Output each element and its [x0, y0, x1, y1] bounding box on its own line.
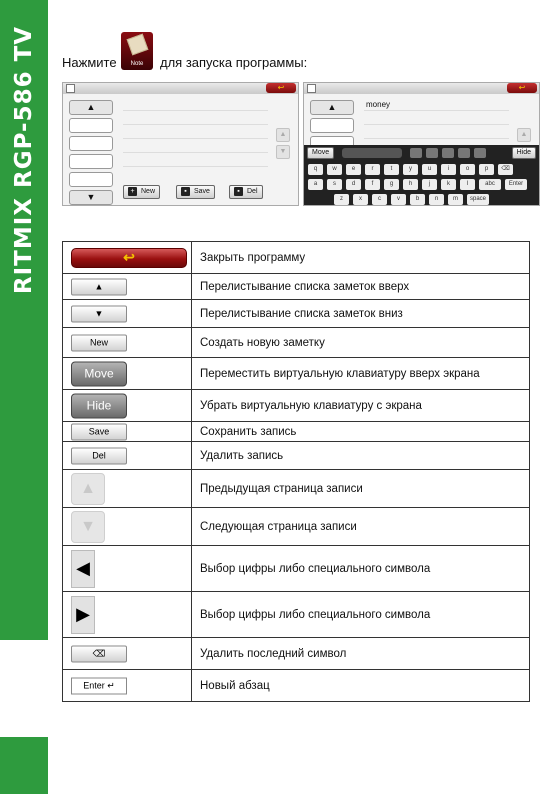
description-cell: Новый абзац: [192, 670, 530, 702]
screenshot-keyboard: [303, 82, 540, 206]
table-row: [63, 546, 530, 592]
icon-cell: [63, 422, 192, 442]
icon-cell: [63, 328, 192, 358]
icon-cell: [63, 242, 192, 274]
table-row: [63, 592, 530, 638]
table-row: [63, 442, 530, 470]
table-row: [63, 300, 530, 328]
symbol-key[interactable]: [474, 148, 486, 158]
icon-cell: [63, 442, 192, 470]
keyboard-key[interactable]: ⌫: [498, 164, 513, 175]
key-row-3: [334, 194, 535, 206]
keyboard-key[interactable]: e: [346, 164, 361, 175]
enter-icon[interactable]: Enter ↵: [71, 677, 127, 694]
screenshot-note-list: [62, 82, 299, 206]
keyboard-key[interactable]: o: [460, 164, 475, 175]
keyboard-key[interactable]: abc: [479, 179, 501, 190]
keyboard-key[interactable]: n: [429, 194, 444, 205]
keyboard-key[interactable]: g: [384, 179, 399, 190]
keyboard-key[interactable]: p: [479, 164, 494, 175]
keyboard-key[interactable]: d: [346, 179, 361, 190]
icon-cell: [63, 274, 192, 300]
note-lines: [364, 97, 509, 139]
keyboard-key[interactable]: w: [327, 164, 342, 175]
typed-text: money: [366, 100, 391, 109]
arrow-right-icon[interactable]: ▶: [71, 596, 95, 634]
table-row: [63, 508, 530, 546]
table-row: [63, 470, 530, 508]
note-card-icon: [127, 34, 149, 56]
keyboard-key[interactable]: b: [410, 194, 425, 205]
keyboard-key[interactable]: z: [334, 194, 349, 205]
keyboard-key[interactable]: q: [308, 164, 323, 175]
note-app-icon[interactable]: [121, 32, 153, 70]
save-icon[interactable]: Save: [71, 423, 127, 440]
arrow-left-icon[interactable]: ◀: [71, 550, 95, 588]
intro-text-after: для запуска программы:: [160, 55, 308, 70]
list-up-button[interactable]: ▲: [310, 100, 354, 115]
page-up-icon[interactable]: ▲: [71, 473, 105, 505]
move-button[interactable]: Move: [307, 147, 334, 159]
sidebar-footer-band: [0, 737, 48, 794]
note-slot[interactable]: [69, 118, 113, 133]
button-legend-table: [62, 241, 530, 702]
page-up-icon[interactable]: ▲: [276, 128, 290, 142]
backspace-icon[interactable]: ⌫: [71, 645, 127, 662]
description-cell: Выбор цифры либо специального символа: [192, 592, 530, 638]
table-row: [63, 670, 530, 702]
keyboard-key[interactable]: space: [467, 194, 489, 205]
icon-cell: [63, 300, 192, 328]
arrow-up-icon[interactable]: ▲: [71, 278, 127, 295]
keyboard-key[interactable]: u: [422, 164, 437, 175]
keyboard-key[interactable]: s: [327, 179, 342, 190]
plus-icon: +: [128, 187, 137, 196]
icon-cell: [63, 638, 192, 670]
table-row: [63, 328, 530, 358]
title-bar: [304, 83, 539, 94]
description-cell: Перелистывание списка заметок вниз: [192, 300, 530, 328]
description-cell: Следующая страница записи: [192, 508, 530, 546]
menu-icon[interactable]: [66, 84, 75, 93]
table-row: [63, 274, 530, 300]
page-up-icon[interactable]: ▲: [517, 128, 531, 142]
keyboard-key[interactable]: i: [441, 164, 456, 175]
del-button[interactable]: ▪ Del: [229, 185, 263, 199]
note-slot[interactable]: [69, 136, 113, 151]
keyboard-key[interactable]: r: [365, 164, 380, 175]
page-down-icon[interactable]: ▼: [71, 511, 105, 543]
icon-cell: [63, 470, 192, 508]
symbol-field: [342, 148, 402, 158]
note-slot[interactable]: [310, 118, 354, 133]
description-cell: Убрать виртуальную клавиатуру с экрана: [192, 390, 530, 422]
icon-cell: [63, 390, 192, 422]
keyboard-key[interactable]: a: [308, 179, 323, 190]
floppy-icon: ▪: [181, 187, 190, 196]
keyboard-key[interactable]: f: [365, 179, 380, 190]
symbol-key[interactable]: [458, 148, 470, 158]
table-row: [63, 422, 530, 442]
keyboard-key[interactable]: k: [441, 179, 456, 190]
icon-cell: [63, 670, 192, 702]
symbol-key[interactable]: [410, 148, 422, 158]
hide-button[interactable]: Hide: [512, 147, 536, 159]
keyboard-key[interactable]: v: [391, 194, 406, 205]
keyboard-key[interactable]: j: [422, 179, 437, 190]
table-row: [63, 242, 530, 274]
hide-icon[interactable]: Hide: [71, 393, 127, 418]
description-cell: Выбор цифры либо специального символа: [192, 546, 530, 592]
note-lines: [123, 97, 268, 167]
keyboard-key[interactable]: x: [353, 194, 368, 205]
note-app-label: Note: [130, 61, 144, 67]
new-button[interactable]: + New: [123, 185, 160, 199]
description-cell: Удалить последний символ: [192, 638, 530, 670]
table-row: [63, 390, 530, 422]
keyboard-key[interactable]: l: [460, 179, 475, 190]
close-button[interactable]: ↩: [266, 83, 296, 93]
keyboard-key[interactable]: y: [403, 164, 418, 175]
description-cell: Предыдущая страница записи: [192, 470, 530, 508]
intro-text-before: Нажмите: [62, 55, 117, 70]
keyboard-key[interactable]: c: [372, 194, 387, 205]
list-up-button[interactable]: ▲: [69, 100, 113, 115]
arrow-down-icon[interactable]: ▼: [71, 305, 127, 322]
icon-cell: [63, 546, 192, 592]
description-cell: Создать новую заметку: [192, 328, 530, 358]
description-cell: Закрыть программу: [192, 242, 530, 274]
menu-icon[interactable]: [307, 84, 316, 93]
note-list-column: [69, 100, 113, 206]
virtual-keyboard: [304, 145, 539, 205]
keyboard-key[interactable]: Enter: [505, 179, 527, 190]
note-slot[interactable]: [69, 172, 113, 187]
title-bar: [63, 83, 298, 94]
save-button[interactable]: ▪ Save: [176, 185, 215, 199]
move-icon[interactable]: Move: [71, 361, 127, 386]
list-down-button[interactable]: ▼: [69, 190, 113, 205]
icon-cell: [63, 508, 192, 546]
keyboard-key[interactable]: m: [448, 194, 463, 205]
page-down-icon[interactable]: ▼: [276, 145, 290, 159]
symbol-key[interactable]: [442, 148, 454, 158]
table-row: [63, 358, 530, 390]
trash-icon[interactable]: Del: [71, 447, 127, 464]
description-cell: Сохранить запись: [192, 422, 530, 442]
brand-title: RITMIX RGP-586 TV: [11, 25, 37, 295]
sidebar-band: [0, 0, 48, 640]
description-cell: Переместить виртуальную клавиатуру вверх экрана: [192, 358, 530, 390]
description-cell: Удалить запись: [192, 442, 530, 470]
description-cell: Перелистывание списка заметок вверх: [192, 274, 530, 300]
note-slot[interactable]: [69, 154, 113, 169]
keyboard-key[interactable]: t: [384, 164, 399, 175]
back-arrow-icon[interactable]: ↩: [71, 248, 187, 268]
icon-cell: [63, 358, 192, 390]
symbol-key[interactable]: [426, 148, 438, 158]
icon-cell: [63, 592, 192, 638]
new-icon[interactable]: New: [71, 334, 127, 351]
trash-icon: ▪: [234, 187, 243, 196]
close-button[interactable]: ↩: [507, 83, 537, 93]
table-row: [63, 638, 530, 670]
keyboard-key[interactable]: h: [403, 179, 418, 190]
